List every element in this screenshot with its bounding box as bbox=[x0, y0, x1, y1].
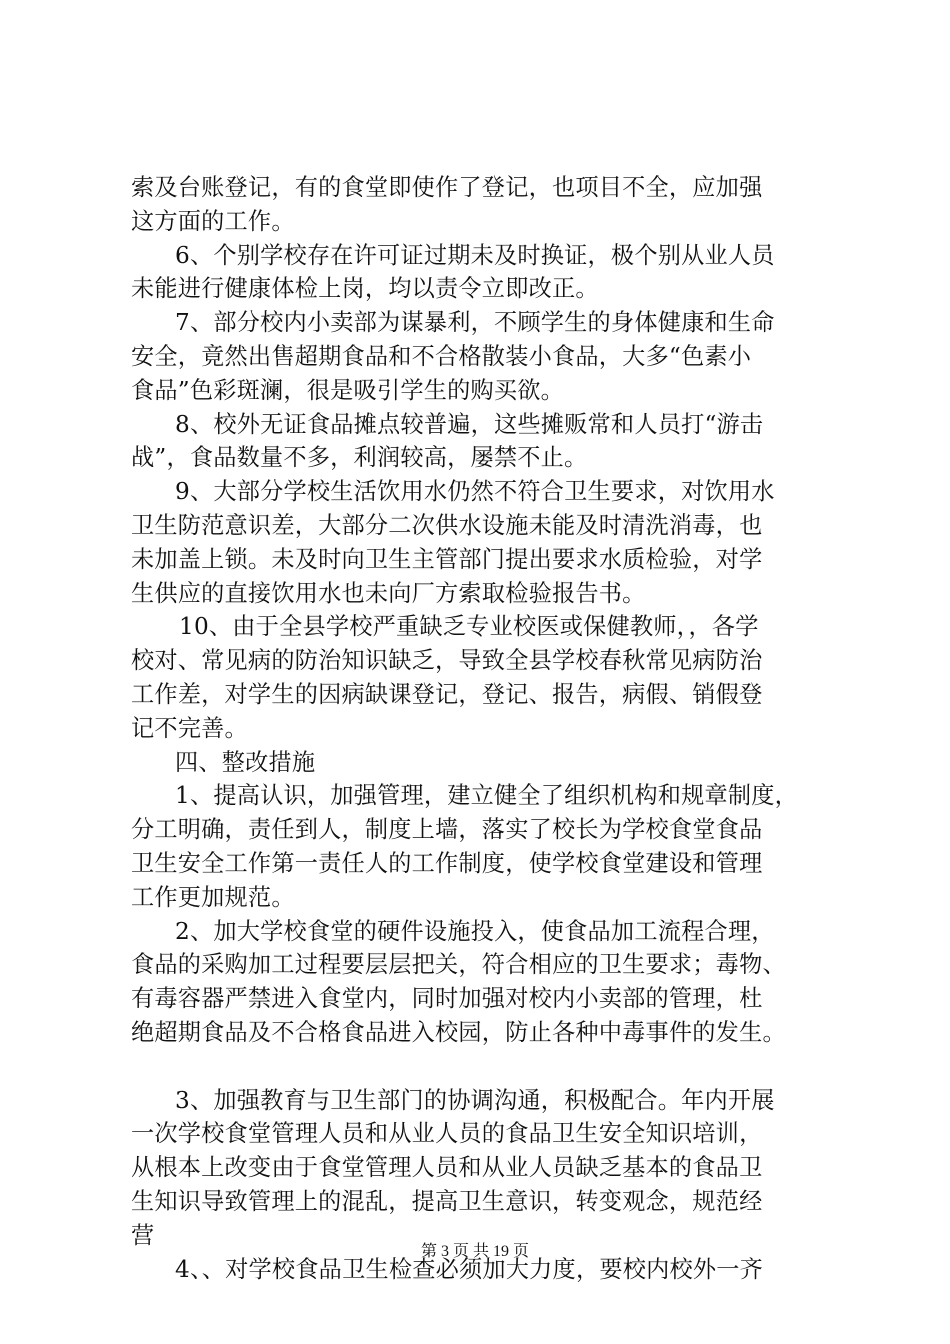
text-line: 未能进行健康体检上岗，均以责令立即改正。 bbox=[131, 275, 599, 303]
text-line: 2、加大学校食堂的硬件设施投入，使食品加工流程合理， bbox=[175, 917, 775, 945]
text-line: 卫生防范意识差，大部分二次供水设施未能及时清洗消毒，也 bbox=[131, 511, 763, 539]
text-line: 工作差，对学生的因病缺课登记，登记、报告，病假、销假登 bbox=[131, 680, 763, 708]
text-line: 记不完善。 bbox=[131, 714, 248, 742]
text-line: 有毒容器严禁进入食堂内，同时加强对校内小卖部的管理，杜 bbox=[131, 985, 763, 1013]
text-line: 一次学校食堂管理人员和从业人员的食品卫生安全知识培训， bbox=[131, 1120, 763, 1148]
text-line: 食品”色彩斑澜，很是吸引学生的购买欲。 bbox=[131, 376, 565, 404]
text-line: 食品的采购加工过程要层层把关，符合相应的卫生要求；毒物、 bbox=[131, 951, 786, 979]
document-body bbox=[131, 171, 831, 1286]
text-line: 未加盖上锁。未及时向卫生主管部门提出要求水质检验，对学 bbox=[131, 545, 763, 573]
section-heading: 四、整改措施 bbox=[175, 748, 316, 776]
page-number-footer: 第 3 页 共 19 页 bbox=[420, 1243, 529, 1260]
text-line: 校对、常见病的防治知识缺乏，导致全县学校春秋常见病防治 bbox=[131, 647, 763, 675]
text-line: 从根本上改变由于食堂管理人员和从业人员缺乏基本的食品卫 bbox=[131, 1154, 763, 1182]
text-line: 8、校外无证食品摊点较普遍，这些摊贩常和人员打“游击 bbox=[175, 410, 764, 438]
text-line: 生知识导致管理上的混乱，提高卫生意识，转变观念，规范经 bbox=[131, 1187, 763, 1215]
text-line: 这方面的工作。 bbox=[131, 207, 295, 235]
text-line: 1、提高认识，加强管理，建立健全了组织机构和规章制度， bbox=[175, 782, 799, 810]
text-line: 10、由于全县学校严重缺乏专业校医或保健教师，，各学 bbox=[179, 613, 759, 641]
text-line: 索及台账登记，有的食堂即使作了登记，也项目不全，应加强 bbox=[131, 174, 763, 201]
text-line: 生供应的直接饮用水也未向厂方索取检验报告书。 bbox=[131, 579, 646, 607]
text-line: 3、加强教育与卫生部门的协调沟通，积极配合。年内开展 bbox=[175, 1086, 775, 1114]
text-line: 分工明确，责任到人，制度上墙，落实了校长为学校食堂食品 bbox=[131, 816, 763, 844]
text-line: 战”，食品数量不多，利润较高，屡禁不止。 bbox=[131, 444, 588, 472]
text-line: 安全，竟然出售超期食品和不合格散装小食品，大多“色素小 bbox=[131, 342, 752, 370]
text-line: 9、大部分学校生活饮用水仍然不符合卫生要求，对饮用水 bbox=[175, 478, 775, 506]
text-line: 6、个别学校存在许可证过期未及时换证，极个别从业人员 bbox=[175, 241, 775, 269]
text-line: 营 bbox=[131, 1221, 155, 1249]
text-line: 绝超期食品及不合格食品进入校园，防止各种中毒事件的发生。 bbox=[131, 1018, 786, 1046]
paragraph-gap bbox=[131, 1050, 831, 1084]
text-line: 工作更加规范。 bbox=[131, 883, 295, 911]
text-line: 4、、对学校食品卫生检查必须加大力度，要校内校外一齐 bbox=[175, 1255, 764, 1283]
text-line: 卫生安全工作第一责任人的工作制度，使学校食堂建设和管理 bbox=[131, 849, 763, 877]
text-line: 7、部分校内小卖部为谋暴利，不顾学生的身体健康和生命 bbox=[175, 309, 775, 337]
